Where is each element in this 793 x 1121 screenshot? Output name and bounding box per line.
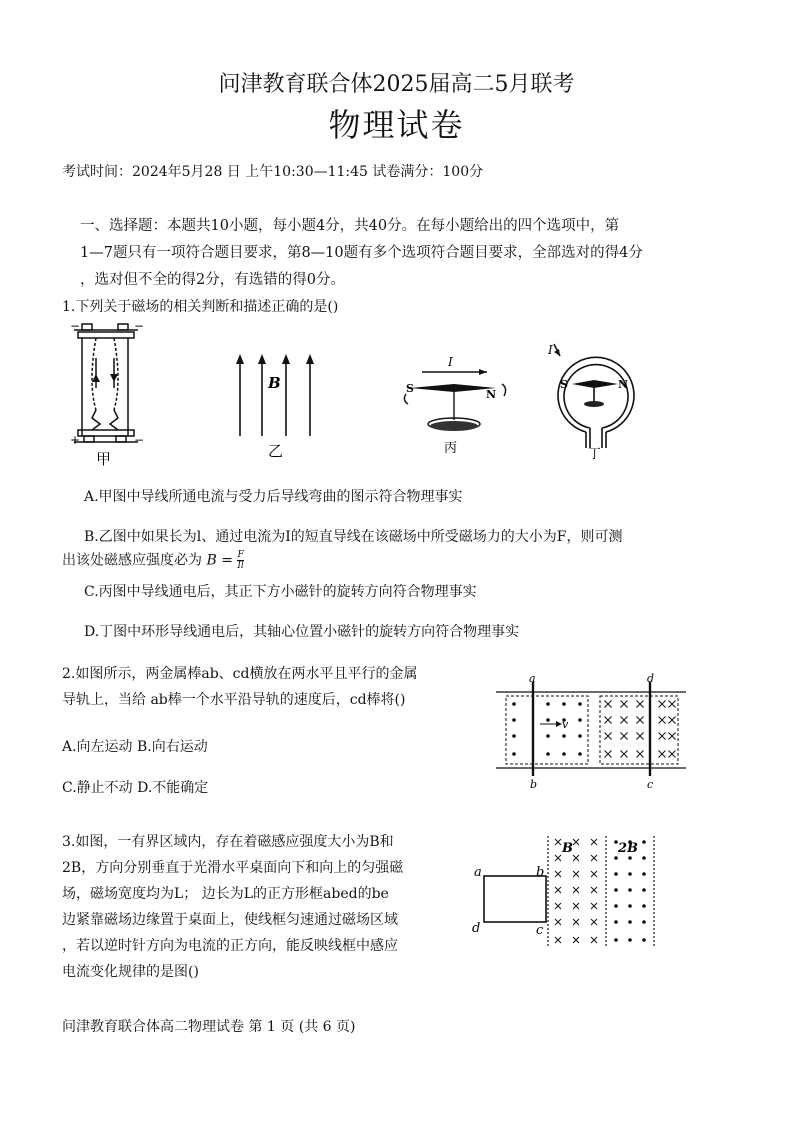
field-cross bbox=[621, 733, 628, 740]
q1-option-b-formula: B = bbox=[206, 552, 233, 569]
q2-label-b: b bbox=[530, 778, 538, 791]
field-dot bbox=[614, 872, 618, 876]
field-dot bbox=[512, 752, 516, 756]
q1-option-b-line1: B.乙图中如果长为l、通过电流为I的短直导线在该磁场中所受磁场力的大小为F，则可测 bbox=[84, 529, 623, 545]
field-cross bbox=[555, 839, 561, 845]
q1-label-yi: 乙 bbox=[268, 442, 284, 460]
q1-stem: 1.下列关于磁场的相关判断和描述正确的是() bbox=[62, 299, 339, 315]
field-dot bbox=[642, 888, 646, 892]
field-cross bbox=[573, 937, 579, 943]
field-cross bbox=[591, 871, 597, 877]
field-dot bbox=[512, 702, 516, 706]
q3-line-6: 电流变化规律的是图() bbox=[62, 964, 199, 980]
field-cross bbox=[591, 839, 597, 845]
field-cross bbox=[669, 701, 676, 708]
field-dot bbox=[614, 888, 618, 892]
q3-line-4: 边紧靠磁场边缘置于桌面上，使线框匀速通过磁场区域 bbox=[62, 912, 398, 928]
exam-title: 物理试卷 bbox=[328, 106, 465, 144]
field-cross bbox=[591, 919, 597, 925]
field-cross bbox=[555, 855, 561, 861]
q2-label-c: c bbox=[647, 778, 654, 791]
field-cross bbox=[573, 839, 579, 845]
field-dot bbox=[614, 904, 618, 908]
field-dot bbox=[578, 734, 582, 738]
q1-figure-yi bbox=[230, 350, 320, 460]
q1-option-a: A.甲图中导线所通电流与受力后导线弯曲的图示符合物理事实 bbox=[84, 489, 463, 505]
field-dot bbox=[642, 840, 646, 844]
q3-figure bbox=[470, 830, 660, 954]
q1-label-jia: 甲 bbox=[96, 450, 112, 468]
field-dot bbox=[512, 734, 516, 738]
field-cross bbox=[621, 717, 628, 724]
field-cross bbox=[573, 887, 579, 893]
q1-label-ding-I: I bbox=[548, 343, 553, 357]
q3-line-1: 3.如图，一有界区域内，存在着磁感应强度大小为B和 bbox=[62, 834, 394, 850]
q3-line-5: ，若以逆时针方向为电流的正方向，能反映线框中感应 bbox=[62, 938, 398, 954]
field-dot bbox=[628, 872, 632, 876]
field-dot bbox=[578, 752, 582, 756]
field-cross bbox=[669, 751, 676, 758]
field-dot bbox=[546, 752, 550, 756]
field-cross bbox=[573, 855, 579, 861]
q1-figure-jia bbox=[66, 318, 146, 468]
q1-figure-bing bbox=[392, 350, 522, 460]
field-cross bbox=[555, 903, 561, 909]
field-cross bbox=[555, 887, 561, 893]
field-cross bbox=[659, 751, 666, 758]
field-cross bbox=[573, 871, 579, 877]
field-cross bbox=[637, 701, 644, 708]
field-dot bbox=[562, 702, 566, 706]
field-dot bbox=[546, 734, 550, 738]
field-dot bbox=[628, 856, 632, 860]
q1-option-c: C.丙图中导线通电后，其正下方小磁针的旋转方向符合物理事实 bbox=[84, 584, 477, 600]
q1-label-ding-S: S bbox=[560, 378, 568, 391]
q3-label-2B: 2B bbox=[618, 841, 639, 856]
field-cross bbox=[573, 903, 579, 909]
field-dot bbox=[512, 718, 516, 722]
instructions-line-3: ，选对但不全的得2分，有选错的得0分。 bbox=[80, 272, 345, 288]
q1-option-b-line2 bbox=[62, 550, 244, 571]
q1-option-b-num: F bbox=[237, 550, 244, 560]
q3-label-a: a bbox=[474, 865, 482, 880]
field-dot bbox=[642, 904, 646, 908]
svg-text:+: + bbox=[70, 433, 81, 447]
field-dot bbox=[578, 702, 582, 706]
exam-header: 问津教育联合体2025届高二5月联考 bbox=[218, 72, 575, 97]
field-cross bbox=[659, 717, 666, 724]
field-dot bbox=[546, 718, 550, 722]
q1-label-bing-S: S bbox=[406, 382, 414, 395]
instructions-line-1: 一、选择题：本题共10小题，每小题4分，共40分。在每小题给出的四个选项中，第 bbox=[80, 218, 620, 234]
q3-label-b: b bbox=[536, 865, 545, 880]
svg-text:−: − bbox=[134, 319, 145, 333]
q2-label-a: a bbox=[529, 672, 536, 685]
q1-label-ding: 丁 bbox=[588, 447, 602, 460]
q1-label-B: B bbox=[268, 374, 281, 392]
field-cross bbox=[591, 937, 597, 943]
q1-label-bing: 丙 bbox=[444, 441, 458, 456]
field-dot bbox=[614, 938, 618, 942]
q3-label-d: d bbox=[472, 921, 481, 936]
field-cross bbox=[605, 733, 612, 740]
q2-label-v: v bbox=[562, 718, 569, 731]
q1-figure-ding bbox=[546, 340, 646, 460]
q2-stem-line1: 2.如图所示，两金属棒ab、cd横放在两水平且平行的金属 bbox=[62, 666, 418, 682]
field-cross bbox=[555, 937, 561, 943]
svg-text:−: − bbox=[134, 433, 145, 447]
q2-label-d: d bbox=[647, 672, 655, 685]
field-cross bbox=[669, 733, 676, 740]
svg-text:−: − bbox=[70, 319, 81, 333]
field-cross bbox=[605, 701, 612, 708]
q2-figure bbox=[496, 672, 690, 792]
field-dot bbox=[546, 702, 550, 706]
q1-label-bing-N: N bbox=[486, 388, 497, 401]
field-cross bbox=[659, 733, 666, 740]
field-cross bbox=[591, 855, 597, 861]
field-dot bbox=[578, 718, 582, 722]
field-cross bbox=[637, 733, 644, 740]
field-dot bbox=[628, 904, 632, 908]
field-dot bbox=[642, 920, 646, 924]
field-dot bbox=[614, 920, 618, 924]
field-dot bbox=[562, 752, 566, 756]
field-dot bbox=[628, 920, 632, 924]
field-dot bbox=[628, 888, 632, 892]
field-cross bbox=[591, 887, 597, 893]
field-dot bbox=[642, 938, 646, 942]
field-cross bbox=[621, 751, 628, 758]
field-cross bbox=[573, 919, 579, 925]
field-dot bbox=[628, 938, 632, 942]
q3-line-2: 2B，方向分别垂直于光滑水平桌面向下和向上的匀强磁 bbox=[62, 860, 404, 876]
q1-label-ding-N: N bbox=[618, 378, 629, 391]
field-cross bbox=[669, 717, 676, 724]
q1-option-b-prefix: 出该处磁感应强度必为 bbox=[62, 552, 202, 569]
page-footer: 问津教育联合体高二物理试卷 第 1 页 (共 6 页) bbox=[62, 1019, 356, 1035]
field-cross bbox=[659, 701, 666, 708]
q2-options-cd: C.静止不动 D.不能确定 bbox=[62, 780, 209, 796]
field-cross bbox=[637, 717, 644, 724]
q3-label-B: B bbox=[562, 841, 573, 856]
exam-meta: 考试时间：2024年5月28 日 上午10:30—11:45 试卷满分：100分 bbox=[62, 164, 484, 180]
field-cross bbox=[605, 751, 612, 758]
field-cross bbox=[555, 919, 561, 925]
field-cross bbox=[555, 871, 561, 877]
field-dot bbox=[642, 872, 646, 876]
field-dot bbox=[642, 856, 646, 860]
field-cross bbox=[605, 717, 612, 724]
q3-line-3: 场，磁场宽度均为L； 边长为L的正方形框abed的be bbox=[62, 886, 389, 902]
instructions-line-2: 1—7题只有一项符合题目要求，第8—10题有多个选项符合题目要求，全部选对的得4分 bbox=[80, 245, 643, 261]
q3-label-c: c bbox=[536, 923, 544, 938]
field-dot bbox=[562, 734, 566, 738]
field-dot bbox=[614, 856, 618, 860]
q1-option-d: D.丁图中环形导线通电后，其轴心位置小磁针的旋转方向符合物理事实 bbox=[84, 624, 520, 640]
q1-label-bing-I: I bbox=[448, 355, 453, 369]
q2-stem-line2: 导轨上，当给 ab棒一个水平沿导轨的速度后，cd棒将() bbox=[62, 692, 406, 708]
field-cross bbox=[591, 903, 597, 909]
field-cross bbox=[637, 751, 644, 758]
field-cross bbox=[621, 701, 628, 708]
q2-options-ab: A.向左运动 B.向右运动 bbox=[62, 739, 208, 755]
q1-option-b-den: Il bbox=[237, 561, 244, 571]
